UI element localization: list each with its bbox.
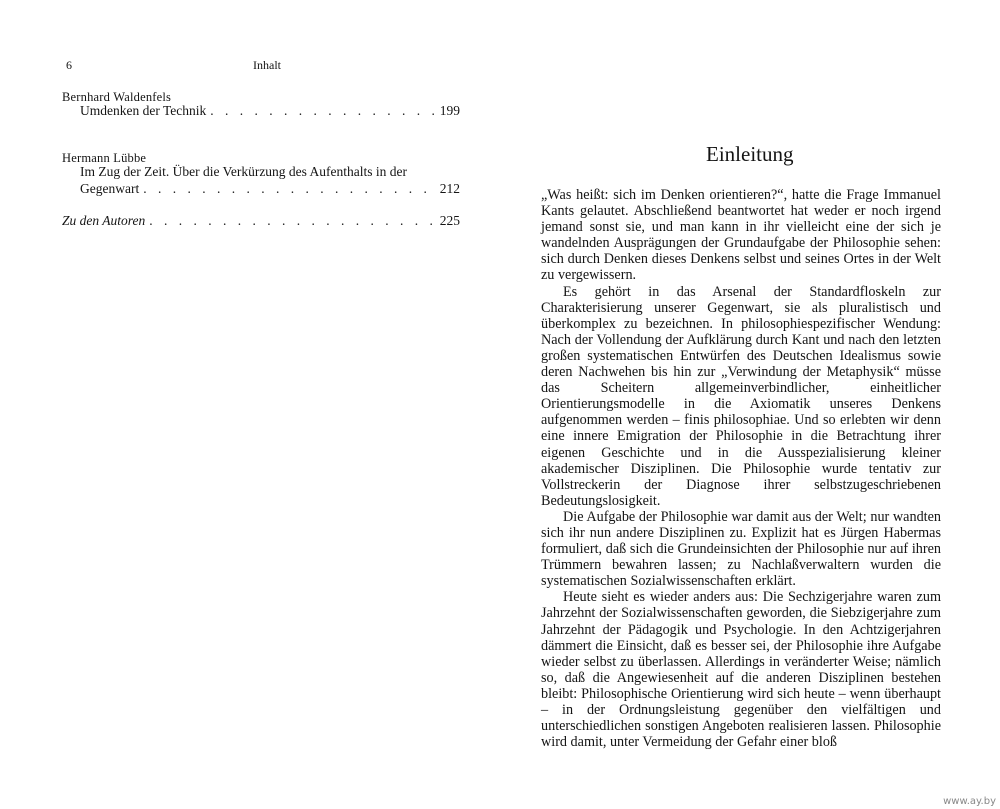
- toc-author: Bernhard Waldenfels: [62, 90, 172, 104]
- toc-leader-dots: [210, 103, 434, 119]
- toc-title-line: [62, 213, 460, 229]
- body-text: [541, 187, 941, 750]
- paragraph: „Was heißt: sich im Denken orientieren?“, hatte die Frage Immanuel Kants gelautet. Abschließend beantwortet hat weder er noch irgend jemand sonst sie, und man kann in ihr vielleicht eine der sich je wandelnden Ausprägungen der Grundaufgabe der Philosophie sehen: sich durch Denken dieses Denkens selbst und seines Ortes in der Welt zu vergewissern.: [541, 187, 941, 284]
- toc-title: Umdenken der Technik: [80, 103, 207, 118]
- running-head: Inhalt: [253, 58, 281, 72]
- paragraph: Es gehört in das Arsenal der Standardfloskeln zur Charakterisierung unserer Gegenwart, sie als pluralistisch und überkomplex zu bezeichnen. In philosophiespezifischer Wendung: Nach der Vollendung der Aufklärung durch Kant und nach den letzten großen systematischen Entwürfen des Deutschen Idealismus sowie deren Nachwehen bis hin zur „Verwindung der Metaphysik“ müsse das Scheitern allgemeinverbindlicher, einheitlicher Orientierungsmodelle in die Axiomatik unseres Denkens aufgenommen werden – finis philosophiae. Und so erlebten wir denn eine innere Emigration der Philosophie in die Betrachtung ihrer eigenen Geschichte und in die Ausspezialisierung kleiner akademischer Disziplinen. Die Philosophie wurde tentativ zur Vollstreckerin der Diagnose ihrer selbstzugeschriebenen Bedeutungslosigkeit.: [541, 283, 941, 509]
- chapter-heading: Einleitung: [706, 142, 794, 166]
- toc-title: Im Zug der Zeit. Über die Verkürzung des Aufenthalts in der: [80, 164, 408, 179]
- toc-title: Gegenwart: [80, 181, 140, 196]
- watermark: www.ay.by: [943, 796, 996, 807]
- page-number: 6: [66, 58, 72, 72]
- toc-title-line: [80, 181, 460, 197]
- paragraph: Die Aufgabe der Philosophie war damit aus der Welt; nur wandten sich ihr nun andere Disziplinen zu. Explizit hat es Jürgen Habermas formuliert, daß sich die Grundeinsichten der Philosophie nur auf ihren Trümmern bewahren lassen; zu Nachlaßverwaltern wurden die systematischen Sozialwissenschaften erklärt.: [541, 508, 941, 590]
- toc-page-number: 212: [439, 181, 460, 196]
- toc-leader-dots: [149, 213, 434, 229]
- toc-page-number: 199: [439, 103, 460, 118]
- toc-leader-dots: [143, 181, 434, 197]
- paragraph: Heute sieht es wieder anders aus: Die Sechzigerjahre waren zum Jahrzehnt der Sozialwissenschaften geworden, die Siebzigerjahre zum Jahrzehnt der Pädagogik und Psychologie. In den Achtzigerjahren dämmert die Einsicht, daß es besser sei, der Philosophie ihre Aufgabe wieder selbst zu überlassen. Allerdings in veränderter Weise; nämlich so, daß die Angewiesenheit auf die anderen Disziplinen bestehen bleibt: Philosophische Orientierung wird sich heute – wenn überhaupt – in der Ordnungsleistung gegenüber den vielfältigen und unterschiedlichen sonstigen Angeboten realisieren lassen. Philosophie wird damit, unter Vermeidung der Gefahr einer bloß: [541, 589, 941, 751]
- toc-author: Hermann Lübbe: [62, 151, 147, 165]
- toc-title-line: [80, 103, 460, 119]
- toc-title: Zu den Autoren: [62, 213, 146, 228]
- toc-page-number: 225: [439, 213, 460, 228]
